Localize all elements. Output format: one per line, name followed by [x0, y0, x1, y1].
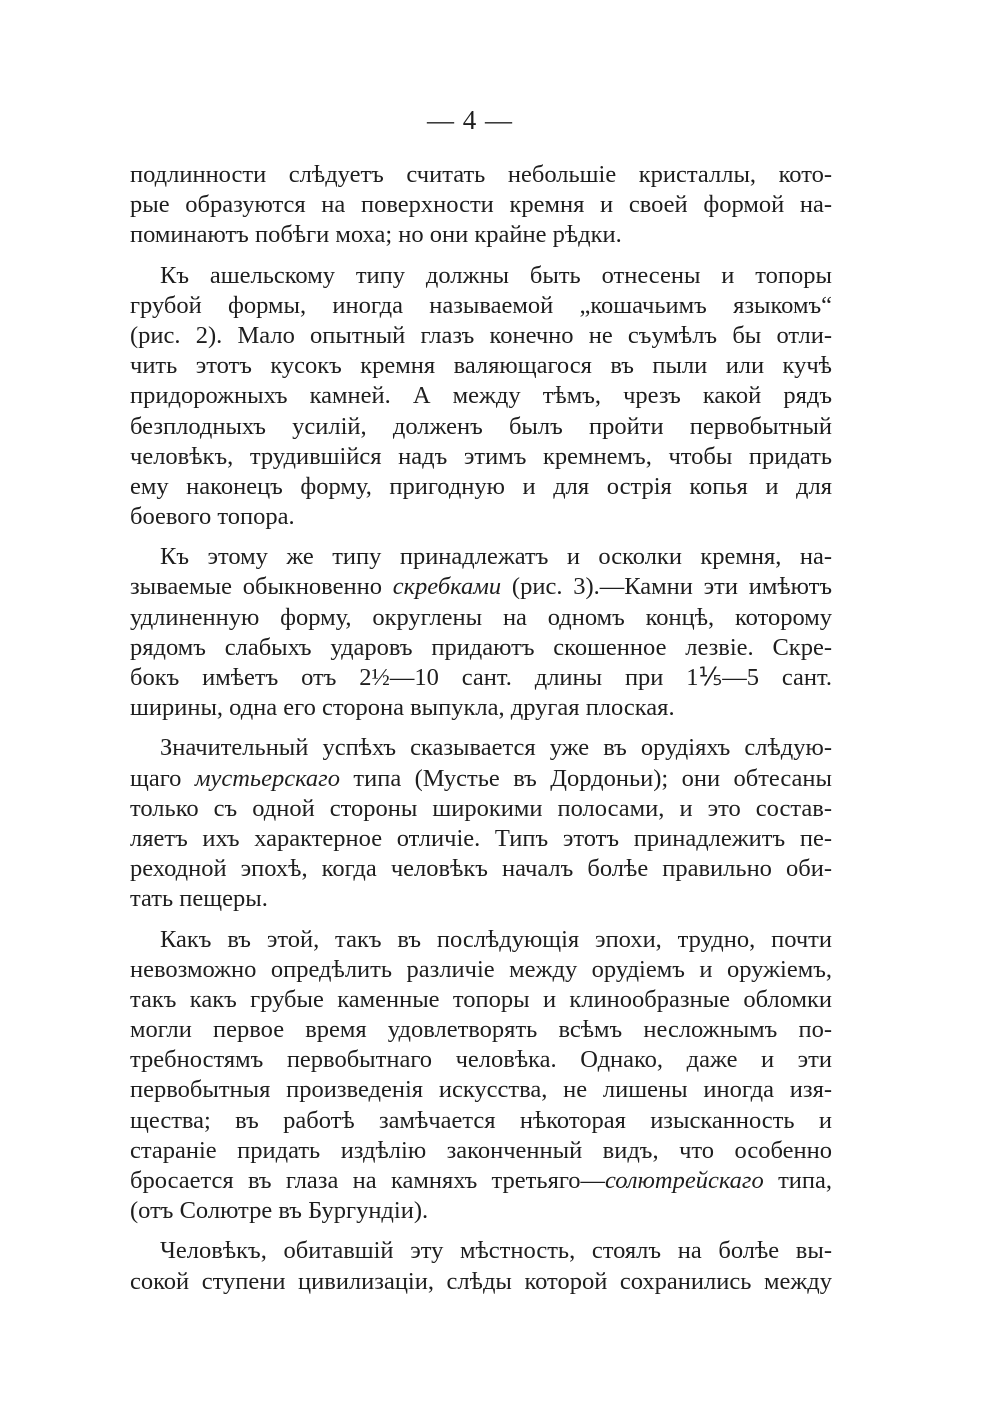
text-segment: щаго: [130, 764, 195, 792]
text-line: придорожныхъ камней. А между тѣмъ, чрезъ какой рядъ: [130, 382, 832, 410]
paragraph: [130, 925, 832, 1227]
text-line: человѣкъ, трудившійся надъ этимъ кремнемъ, чтобы придать: [130, 442, 832, 470]
text-line: рядомъ слабыхъ ударовъ придаютъ скошенное лезвіе. Скре-: [130, 633, 832, 661]
text-line: [130, 572, 832, 602]
text-line: (рис. 2). Мало опытный глазъ конечно не съумѣлъ бы отли-: [130, 321, 832, 349]
text-line: щества; въ работѣ замѣчается нѣкоторая изысканность и: [130, 1106, 832, 1134]
text-line: только съ одной стороны широкими полосами, и это состав-: [130, 794, 832, 822]
text-line: сокой ступени цивилизаціи, слѣды которой сохранились между: [130, 1267, 832, 1295]
text-line: Значительный успѣхъ сказывается уже въ орудіяхъ слѣдую-: [160, 734, 832, 762]
text-segment: зываемые обыкновенно: [130, 573, 393, 601]
italic-term: скребками: [392, 573, 502, 601]
text-line: Какъ въ этой, такъ въ послѣдующія эпохи, трудно, почти: [160, 925, 832, 953]
body-text: [130, 160, 832, 1297]
text-line: стараніе придать издѣлію законченный видъ, что особенно: [130, 1136, 832, 1164]
text-line: чить этотъ кусокъ кремня валяющагося въ пыли или кучѣ: [130, 352, 832, 380]
text-line: (отъ Солютре въ Бургундіи).: [130, 1197, 429, 1225]
text-line: ширины, одна его сторона выпукла, другая плоская.: [130, 694, 675, 722]
text-line: [130, 1166, 832, 1196]
text-line: подлинности слѣдуетъ считать небольшіе кристаллы, кото-: [130, 161, 832, 188]
page-number: — 4 —: [427, 105, 513, 135]
text-line: Къ этому же типу принадлежатъ и осколки кремня, на-: [160, 543, 832, 571]
text-line: поминаютъ побѣги моха; но они крайне рѣдки.: [130, 221, 622, 249]
italic-term: мустьерскаго: [194, 764, 340, 792]
text-line: удлиненную форму, округлены на одномъ концѣ, которому: [130, 603, 832, 631]
text-line: первобытныя произведенія искусства, не лишены иногда изя-: [130, 1076, 832, 1104]
paragraph: [130, 1236, 832, 1296]
text-line: Человѣкъ, обитавшій эту мѣстность, стоялъ на болѣе вы-: [160, 1237, 832, 1265]
paragraph: [130, 261, 832, 533]
paragraph: [130, 160, 832, 251]
text-segment: типа,: [763, 1167, 832, 1194]
text-line: Къ ашельскому типу должны быть отнесены и топоры: [160, 261, 832, 289]
text-line: ему наконецъ форму, пригодную и для острія копья и для: [130, 472, 832, 500]
paragraph: [130, 733, 832, 914]
text-line: рые образуются на поверхности кремня и своей формой на-: [130, 191, 832, 219]
text-line: невозможно опредѣлить различіе между орудіемъ и оружіемъ,: [130, 955, 832, 983]
text-segment: типа (Мустье въ Дордоньи); они обтесаны: [339, 764, 833, 792]
text-line: тать пещеры.: [130, 885, 268, 913]
text-line: боевого топора.: [130, 503, 295, 531]
text-line: бокъ имѣетъ отъ 2½—10 сант. длины при 1⅕—5 сант.: [130, 664, 832, 691]
text-line: реходной эпохѣ, когда человѣкъ началъ болѣе правильно оби-: [130, 855, 832, 883]
text-line: грубой формы, иногда называемой „кошачьимъ языкомъ“: [130, 291, 832, 319]
text-line: [130, 764, 832, 794]
text-line: такъ какъ грубые каменные топоры и клинообразные обломки: [130, 985, 832, 1013]
text-segment: бросается въ глаза на камняхъ третьяго—: [130, 1167, 606, 1194]
italic-term: солютрейскаго: [605, 1167, 764, 1194]
text-line: требностямъ первобытнаго человѣка. Однако, даже и эти: [130, 1046, 832, 1074]
text-line: безплодныхъ усилій, долженъ былъ пройти первобытный: [130, 412, 832, 440]
text-line: могли первое время удовлетворять всѣмъ несложнымъ по-: [130, 1016, 832, 1044]
text-segment: (рис. 3).—Камни эти имѣютъ: [501, 573, 833, 601]
paragraph: [130, 542, 832, 723]
text-line: ляетъ ихъ характерное отличіе. Типъ этотъ принадлежитъ пе-: [130, 824, 832, 852]
